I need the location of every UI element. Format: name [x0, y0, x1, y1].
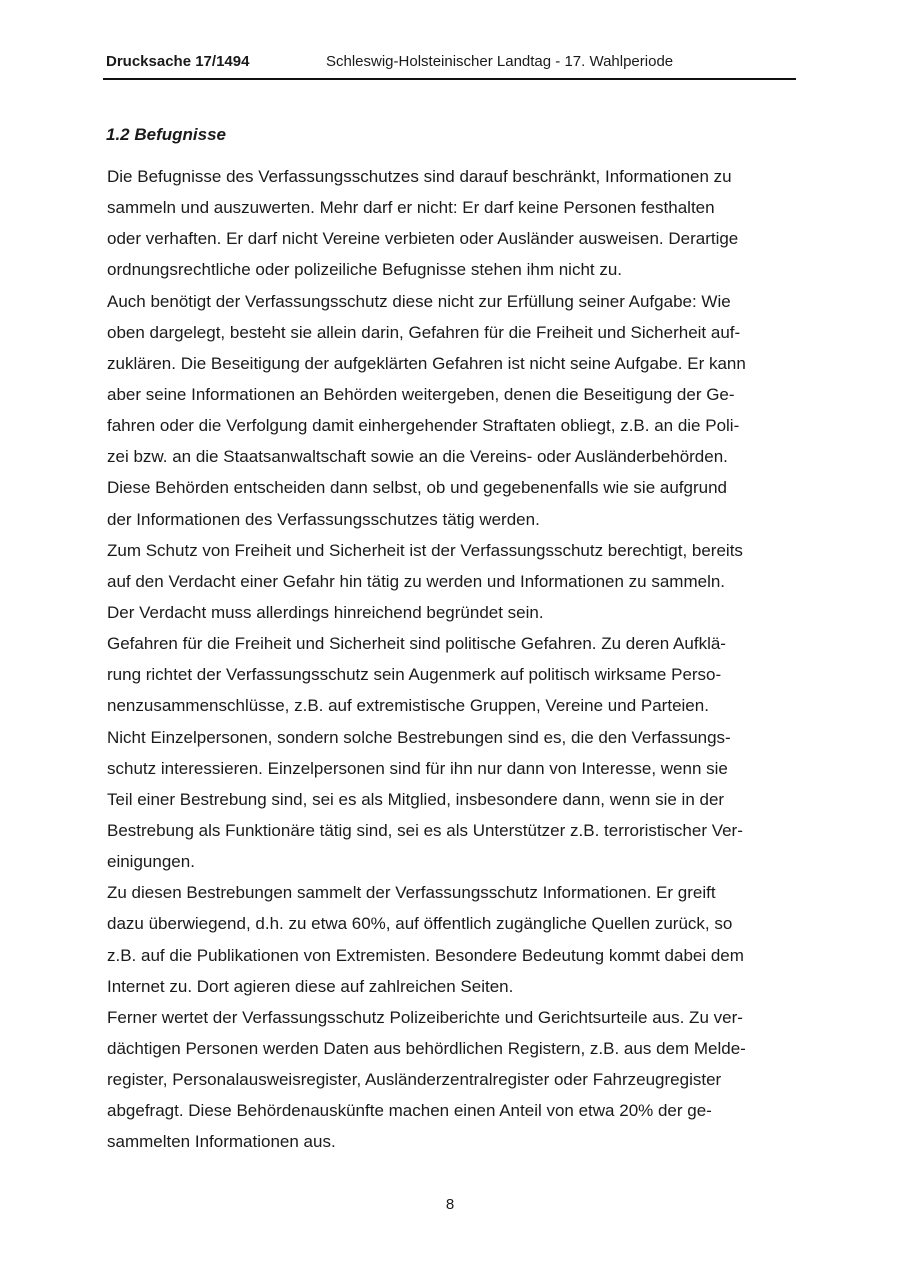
text-line: oder verhaften. Er darf nicht Vereine verbieten oder Ausländer ausweisen. Derartige — [107, 229, 739, 249]
text-line: einigungen. — [107, 852, 195, 872]
text-line: dächtigen Personen werden Daten aus behördlichen Registern, z.B. aus dem Melde- — [107, 1038, 746, 1058]
text-line: Die Befugnisse des Verfassungsschutzes sind darauf beschränkt, Informationen zu — [107, 167, 732, 186]
text-line: Zum Schutz von Freiheit und Sicherheit ist der Verfassungsschutz berechtigt, bereits — [107, 540, 743, 560]
body-text — [107, 161, 797, 1158]
page-header — [103, 50, 796, 80]
text-line: sammeln und auszuwerten. Mehr darf er nicht: Er darf keine Personen festhalten — [107, 198, 715, 218]
text-line: auf den Verdacht einer Gefahr hin tätig zu werden und Informationen zu sammeln. — [107, 571, 726, 591]
text-line: Der Verdacht muss allerdings hinreichend begründet sein. — [107, 602, 544, 622]
text-line: aber seine Informationen an Behörden weitergeben, denen die Beseitigung der Ge- — [107, 384, 735, 404]
text-line: Auch benötigt der Verfassungsschutz diese nicht zur Erfüllung seiner Aufgabe: Wie — [107, 291, 731, 311]
text-line: dazu überwiegend, d.h. zu etwa 60%, auf öffentlich zugängliche Quellen zurück, so — [107, 914, 733, 934]
text-line: Diese Behörden entscheiden dann selbst, ob und gegebenenfalls wie sie aufgrund — [107, 478, 728, 498]
text-line: Internet zu. Dort agieren diese auf zahlreichen Seiten. — [107, 976, 514, 996]
text-line: zei bzw. an die Staatsanwaltschaft sowie an die Vereins- oder Ausländerbehörden. — [107, 447, 728, 467]
text-line: abgefragt. Diese Behördenauskünfte machen einen Anteil von etwa 20% der ge- — [107, 1101, 712, 1121]
text-line: Teil einer Bestrebung sind, sei es als Mitglied, insbesondere dann, wenn sie in der — [107, 789, 725, 809]
text-line: zuklären. Die Beseitigung der aufgeklärten Gefahren ist nicht seine Aufgabe. Er kann — [107, 353, 746, 373]
section-title: 1.2 Befugnisse — [106, 125, 226, 144]
text-line: Gefahren für die Freiheit und Sicherheit sind politische Gefahren. Zu deren Aufklä- — [107, 634, 726, 654]
text-line: schutz interessieren. Einzelpersonen sind für ihn nur dann von Interesse, wenn sie — [107, 758, 728, 778]
text-line: register, Personalausweisregister, Ausländerzentralregister oder Fahrzeugregister — [107, 1070, 722, 1090]
text-line: Ferner wertet der Verfassungsschutz Polizeiberichte und Gerichtsurteile aus. Zu ver- — [107, 1007, 743, 1027]
text-line: z.B. auf die Publikationen von Extremisten. Besondere Bedeutung kommt dabei dem — [107, 945, 744, 965]
text-line: Nicht Einzelpersonen, sondern solche Bestrebungen sind es, die den Verfassungs- — [107, 727, 731, 747]
text-line: fahren oder die Verfolgung damit einhergehender Straftaten obliegt, z.B. an die Poli- — [107, 416, 740, 436]
text-line: nenzusammenschlüsse, z.B. auf extremistische Gruppen, Vereine und Parteien. — [107, 696, 709, 716]
text-line: Bestrebung als Funktionäre tätig sind, sei es als Unterstützer z.B. terroristischer Ver- — [107, 820, 743, 840]
page-number: 8 — [445, 1196, 455, 1213]
text-line: der Informationen des Verfassungsschutzes tätig werden. — [107, 509, 540, 529]
document-number: Drucksache 17/1494 — [106, 53, 250, 70]
text-line: sammelten Informationen aus. — [107, 1132, 336, 1152]
parliament-name: Schleswig-Holsteinischer Landtag - 17. Wahlperiode — [326, 53, 674, 70]
text-line: ordnungsrechtliche oder polizeiliche Befugnisse stehen ihm nicht zu. — [107, 260, 623, 280]
text-line: Zu diesen Bestrebungen sammelt der Verfassungsschutz Informationen. Er greift — [107, 883, 716, 903]
text-line: oben dargelegt, besteht sie allein darin, Gefahren für die Freiheit und Sicherheit auf- — [107, 322, 741, 342]
text-line: rung richtet der Verfassungsschutz sein Augenmerk auf politisch wirksame Perso- — [107, 665, 722, 685]
